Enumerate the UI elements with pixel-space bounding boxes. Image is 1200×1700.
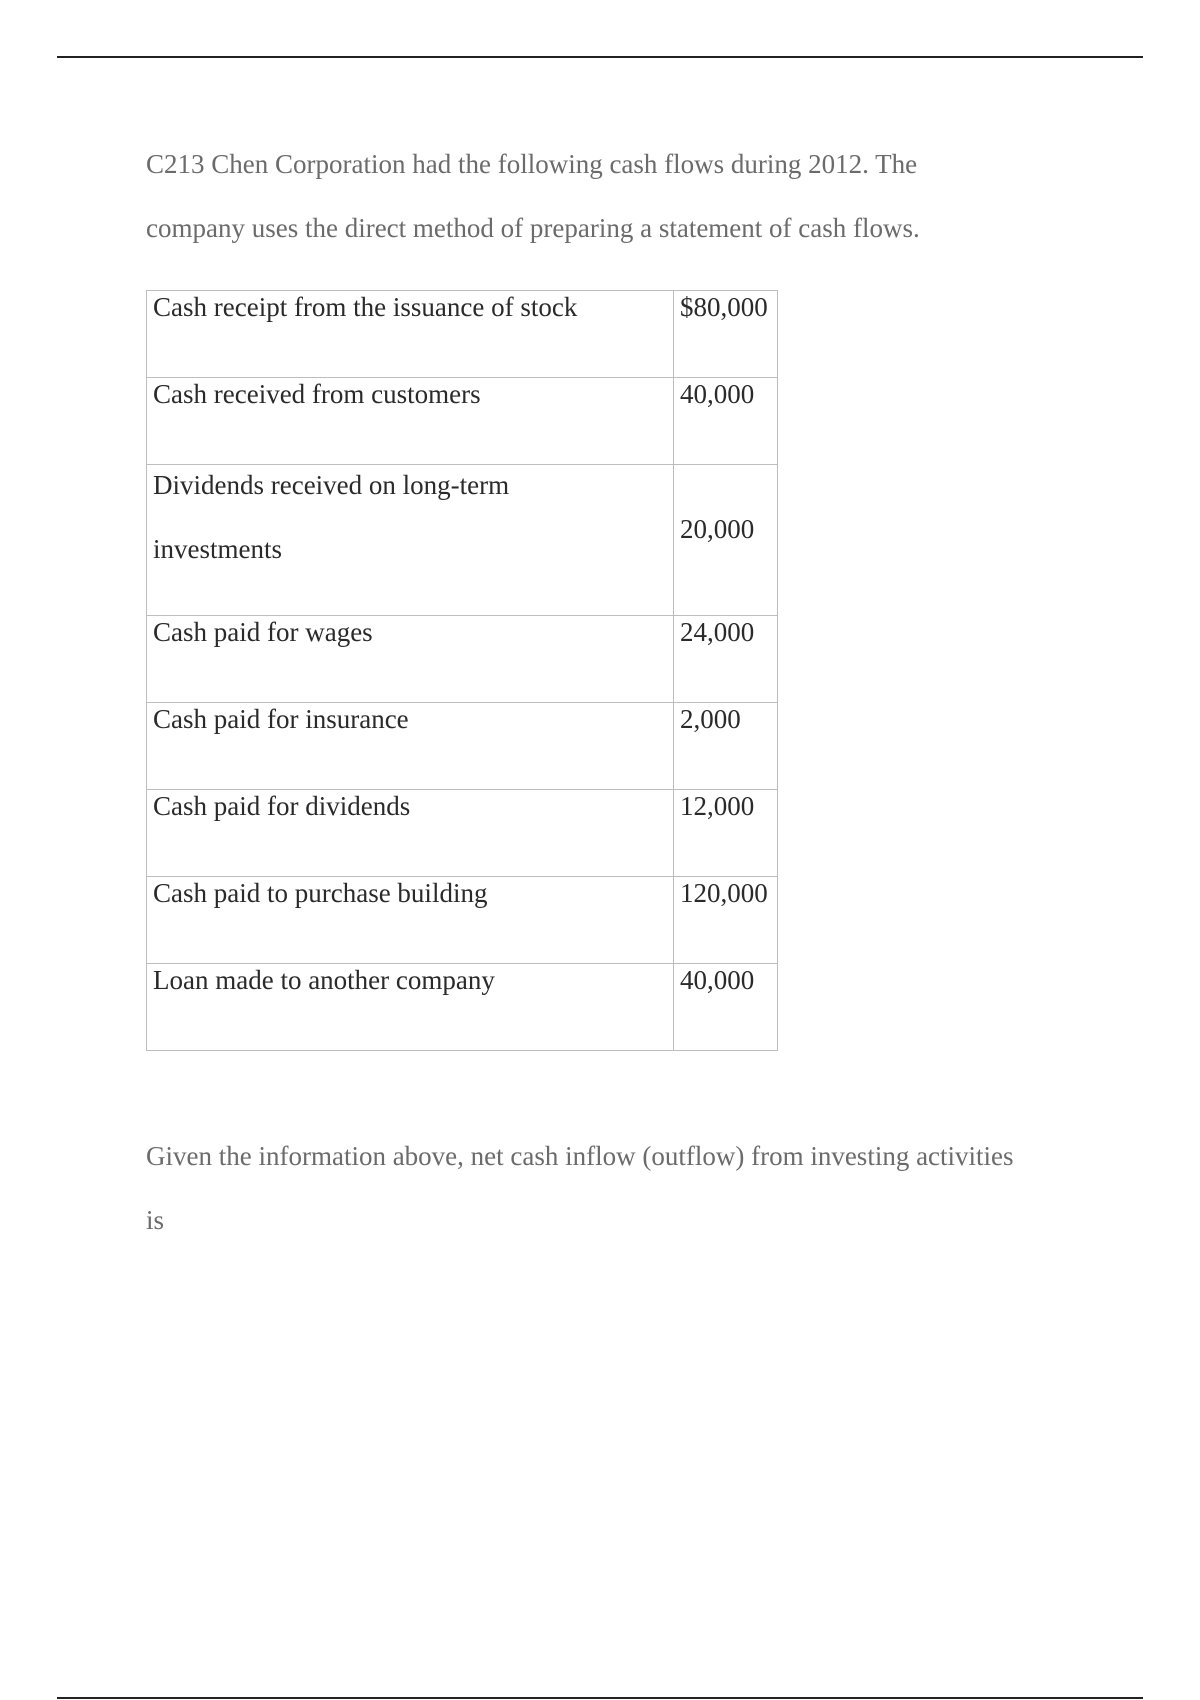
table-row	[147, 703, 778, 790]
table-row	[147, 616, 778, 703]
cash-flow-label: Cash paid for dividends	[147, 790, 674, 877]
cash-flows-table	[146, 290, 778, 1051]
cash-flow-label-line-1: Dividends received on long-term	[153, 470, 510, 500]
cash-flow-label: Cash paid for wages	[147, 616, 674, 703]
table-row	[147, 877, 778, 964]
question-line-1: Given the information above, net cash inflow (outflow) from investing activities	[146, 1141, 1014, 1171]
cash-flow-amount: 120,000	[674, 877, 778, 964]
cash-flow-label: Cash paid to purchase building	[147, 877, 674, 964]
cash-flow-amount: 2,000	[674, 703, 778, 790]
cash-flow-amount: 12,000	[674, 790, 778, 877]
question-line-2: is	[146, 1205, 165, 1235]
table-row	[147, 790, 778, 877]
intro-line-2: company uses the direct method of preparing a statement of cash flows.	[146, 213, 920, 243]
cash-flow-label: Cash received from customers	[147, 378, 674, 465]
cash-flow-label-line-2: investments	[153, 534, 282, 564]
question-paragraph	[146, 1124, 1096, 1252]
bottom-divider	[57, 1697, 1143, 1699]
cash-flow-label	[147, 465, 674, 616]
cash-flow-amount: 40,000	[674, 378, 778, 465]
top-divider	[57, 56, 1143, 58]
cash-flow-amount: 20,000	[674, 465, 778, 616]
intro-line-1: C213 Chen Corporation had the following cash flows during 2012. The	[146, 149, 918, 179]
cash-flow-amount: 24,000	[674, 616, 778, 703]
cash-flow-label: Cash receipt from the issuance of stock	[147, 291, 674, 378]
cash-flow-label: Cash paid for insurance	[147, 703, 674, 790]
cash-flow-amount: $80,000	[674, 291, 778, 378]
intro-paragraph	[146, 132, 1096, 260]
table-row	[147, 964, 778, 1051]
table-row	[147, 291, 778, 378]
table-row	[147, 465, 778, 616]
cash-flow-amount: 40,000	[674, 964, 778, 1051]
table-row	[147, 378, 778, 465]
cash-flow-label: Loan made to another company	[147, 964, 674, 1051]
